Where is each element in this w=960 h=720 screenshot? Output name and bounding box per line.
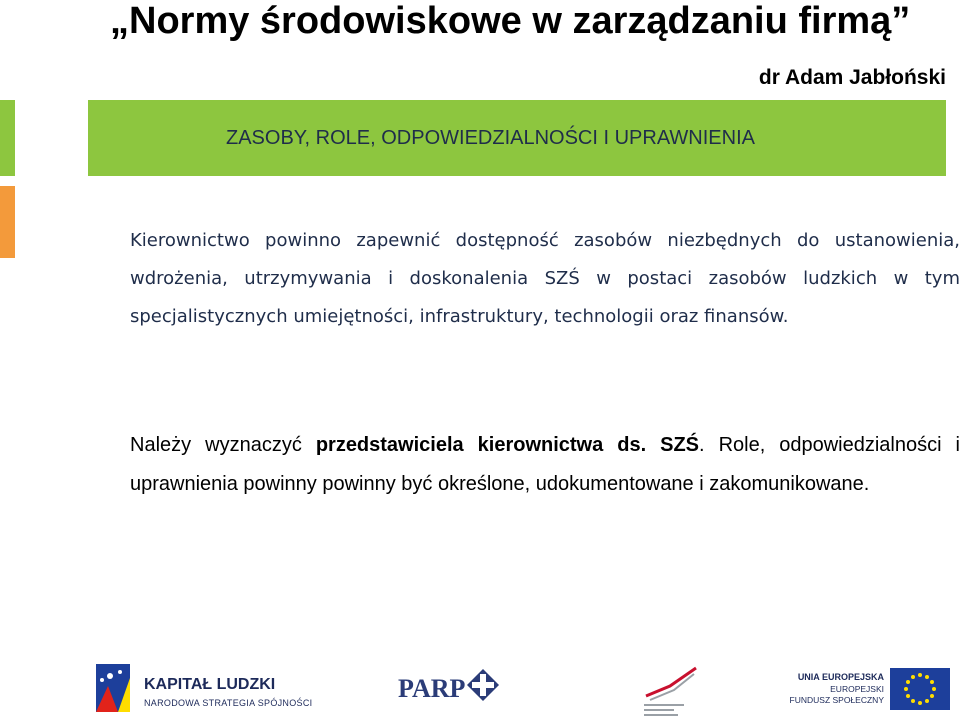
ministry-logo (640, 662, 700, 718)
parp-label: PARP (398, 674, 466, 703)
section-heading: ZASOBY, ROLE, ODPOWIEDZIALNOŚCI I UPRAWNIENIA (226, 127, 755, 149)
paragraph-2-end: . Role, odpowiedzialności i uprawnienia powinny powinny być określone, udokumentowane i zakomunikowane. (130, 434, 960, 495)
footer-logos (0, 650, 960, 720)
paragraph-2-bold: przedstawiciela kierownictwa ds. SZŚ (315, 434, 700, 456)
kapital-ludzki-subtitle: NARODOWA STRATEGIA SPÓJNOŚCI (144, 698, 313, 708)
eu-subtitle-1: EUROPEJSKI (830, 684, 884, 694)
ministry-logo-icon (640, 662, 700, 718)
parp-logo-icon (466, 668, 500, 702)
kapital-ludzki-title: KAPITAŁ LUDZKI (144, 676, 276, 693)
eu-title: UNIA EUROPEJSKA (797, 672, 884, 682)
eu-logo (789, 664, 950, 720)
orange-accent-left (0, 186, 15, 258)
kapital-ludzki-logo-icon (88, 658, 138, 718)
green-accent-left (0, 100, 15, 176)
body-paragraph-1: Kierownictwo powinno zapewnić dostępność zasobów niezbędnych do ustanowienia, wdrożenia, utrzymywania i doskonalenia SZŚ w postaci zasobów ludzkich w tym specjalistycznych umiejętności, infrastruktury, technologii oraz finansów. (130, 230, 960, 327)
kapital-ludzki-logo (88, 658, 313, 718)
author-name: dr Adam Jabłoński (758, 66, 946, 89)
parp-logo (398, 666, 503, 710)
body-paragraph-2 (130, 426, 960, 504)
eu-flag-icon (890, 668, 950, 710)
slide-title: „Normy środowiskowe w zarządzaniu firmą” (110, 0, 911, 42)
eu-subtitle-2: FUNDUSZ SPOŁECZNY (789, 695, 884, 705)
paragraph-2-start: Należy wyznaczyć (130, 434, 316, 456)
